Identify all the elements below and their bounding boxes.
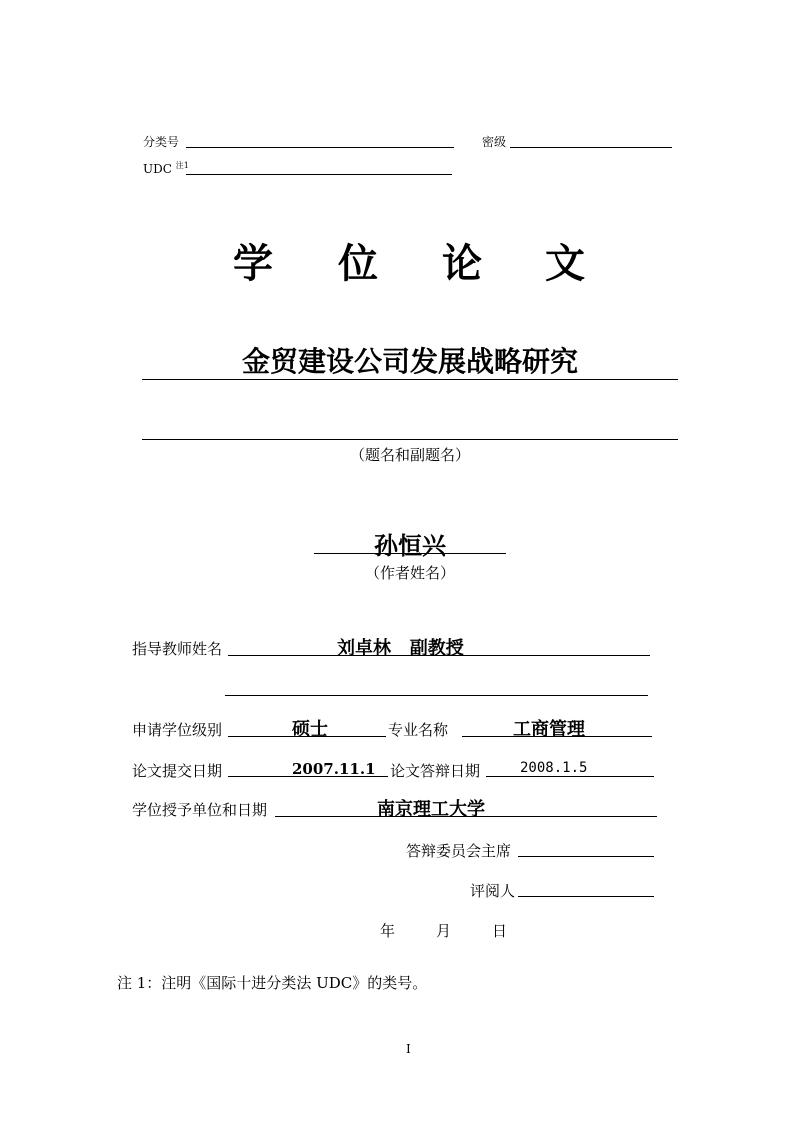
footnote: 注 1：注明《国际十进分类法 UDC》的类号。 (117, 974, 428, 992)
degree-level-label: 申请学位级别 (132, 721, 223, 739)
defense-date-line (486, 776, 654, 777)
submit-date-label: 论文提交日期 (132, 762, 223, 780)
secret-level-label: 密级 (482, 135, 507, 149)
title-caption: （题名和副题名） (349, 446, 470, 464)
committee-chair-line (518, 856, 654, 857)
author-line (314, 553, 506, 554)
major-line (462, 736, 652, 737)
title-line-1 (142, 379, 678, 380)
grantor-value: 南京理工大学 (377, 799, 485, 820)
reviewer-line (518, 896, 654, 897)
degree-level-value: 硕士 (292, 719, 328, 740)
advisor-label: 指导教师姓名 (132, 640, 223, 658)
classification-line (186, 147, 454, 148)
major-value: 工商管理 (513, 719, 585, 740)
author-caption: （作者姓名） (364, 564, 455, 582)
page-number: I (406, 1042, 411, 1056)
advisor-value: 刘卓林 副教授 (337, 638, 464, 659)
date-year: 年 (380, 922, 396, 940)
thesis-title: 金贸建设公司发展战略研究 (241, 345, 578, 378)
secret-level-line (510, 147, 672, 148)
cover-title-char-3: 论 (442, 240, 482, 287)
degree-level-line (228, 736, 386, 737)
committee-chair-label: 答辩委员会主席 (406, 842, 512, 860)
reviewer-label: 评阅人 (470, 882, 516, 900)
author-name: 孙恒兴 (374, 531, 446, 560)
advisor-line (228, 655, 650, 656)
date-day: 日 (492, 922, 508, 940)
classification-label: 分类号 (143, 135, 180, 149)
date-month: 月 (436, 922, 452, 940)
submit-date-line (228, 776, 388, 777)
cover-title-char-4: 文 (545, 240, 585, 287)
defense-date-value: 2008.1.5 (520, 760, 588, 776)
advisor-extra-line (225, 695, 648, 696)
udc-line (186, 174, 452, 175)
submit-date-value: 2007.11.1 (292, 760, 376, 778)
udc-note-mark: 注1 (175, 161, 189, 170)
grantor-line (275, 816, 657, 817)
grantor-label: 学位授予单位和日期 (132, 801, 268, 819)
udc-label: UDC $^{注1}$ (143, 161, 189, 176)
major-label: 专业名称 (388, 721, 449, 739)
defense-date-label: 论文答辩日期 (390, 762, 481, 780)
title-line-2 (142, 439, 678, 440)
cover-title-char-2: 位 (338, 240, 378, 287)
cover-title-char-1: 学 (233, 240, 273, 287)
